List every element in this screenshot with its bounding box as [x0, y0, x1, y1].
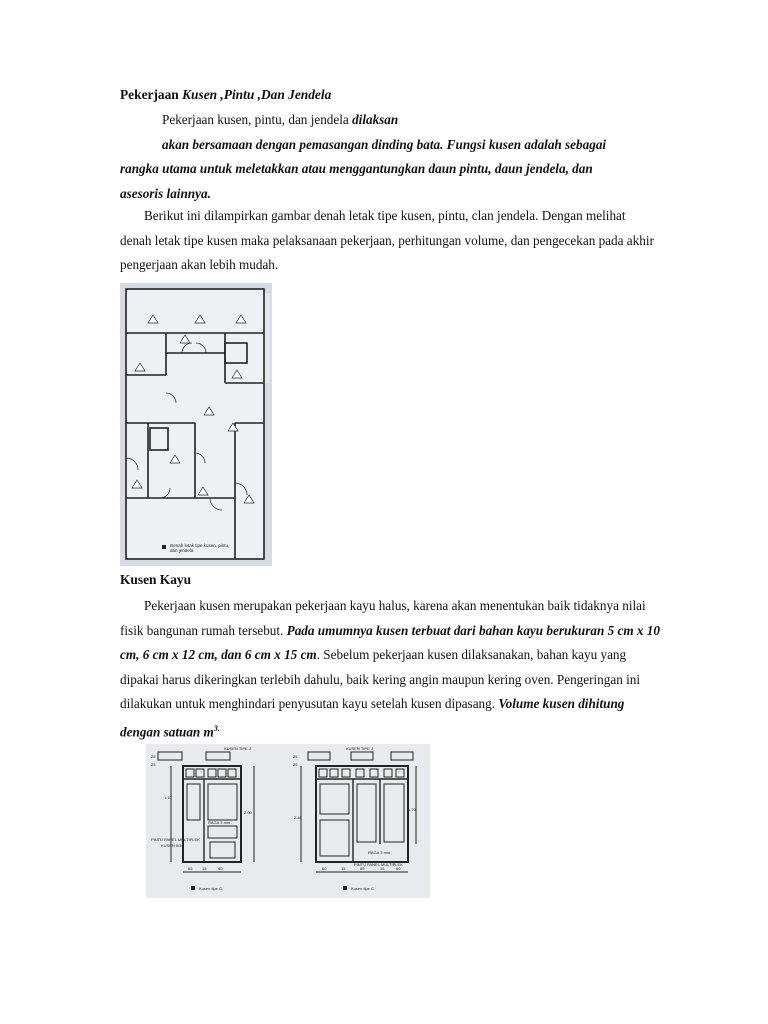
- floor-plan-description: Berikut ini dilampirkan gambar denah letak tipe kusen, pintu, clan jendela. Dengan melihat denah letak tipe kusen maka pelaksanaan pekerjaan, perhitungan volume, dan pengecekan pada akhir pengerjaan akan lebih mudah.: [120, 208, 654, 273]
- svg-text:60: 60: [322, 866, 327, 871]
- svg-text:RAGA 3 mm: RAGA 3 mm: [208, 820, 231, 825]
- svg-text:KUSEN 5/16: KUSEN 5/16: [161, 843, 184, 848]
- svg-text:25: 25: [151, 754, 156, 759]
- svg-text:KUSEN TIPE J: KUSEN TIPE J: [224, 746, 251, 751]
- svg-text:25: 25: [293, 754, 298, 759]
- kusen-elevation-drawing: [146, 744, 430, 898]
- floor-plan-figure: [120, 283, 272, 566]
- svg-text:15: 15: [341, 866, 346, 871]
- svg-text:65: 65: [188, 866, 193, 871]
- svg-text:KUSEN TIPE J: KUSEN TIPE J: [346, 746, 373, 751]
- svg-text:25: 25: [151, 762, 156, 767]
- section-heading-kusen-pintu-jendela: Pekerjaan Kusen ,Pintu ,Dan Jendela: [120, 87, 332, 102]
- floor-plan-legend: Denah letak tipe kusen, pintu, dan jendela: [170, 543, 230, 553]
- section-heading-kusen-kayu: Kusen Kayu: [120, 572, 192, 587]
- svg-text:65: 65: [360, 866, 365, 871]
- svg-text:PINTU PANEL MULTIPLEK: PINTU PANEL MULTIPLEK: [151, 837, 200, 842]
- svg-text:Kusen tipe G: Kusen tipe G: [199, 886, 223, 891]
- svg-text:15: 15: [202, 866, 207, 871]
- svg-text:2.45: 2.45: [294, 815, 302, 820]
- svg-text:PINTU PANEL MULTIPLEK: PINTU PANEL MULTIPLEK: [354, 862, 403, 867]
- svg-text:1.10: 1.10: [164, 795, 172, 800]
- svg-text:90: 90: [218, 866, 223, 871]
- svg-text:Kusen tipe C: Kusen tipe C: [351, 886, 374, 891]
- svg-text:2.00: 2.00: [244, 810, 252, 815]
- svg-text:1.70: 1.70: [408, 807, 416, 812]
- svg-text:25: 25: [293, 762, 298, 767]
- floor-plan-drawing: [120, 283, 272, 566]
- kusen-kayu-paragraph: Pekerjaan kusen merupakan pekerjaan kayu halus, karena akan menentukan baik tidaknya nilai fisik bangunan rumah tersebut. Pada umumnya kusen terbuat dari bahan kayu berukuran 5 cm x 10 cm, 6 cm x 12 cm, dan 6 cm x 15 cm. Sebelum pekerjaan kusen dilaksanakan, bahan kayu yang dipakai harus dikeringkan terlebih dahulu, baik kering angin maupun kering oven. Pengeringan ini dilakukan untuk menghindari penyusutan kayu setelah kusen dipasang. Volume kusen dihitung dengan satuan $m^{3.}$: [120, 598, 660, 740]
- kusen-elevation-figure: [146, 744, 430, 898]
- intro-paragraph: Pekerjaan kusen, pintu, dan jendela dilaksan akan bersamaan dengan pemasangan dinding bata. Fungsi kusen adalah sebagai rangka utama untuk meletakkan atau menggantungkan daun pintu, daun jendela, dan asesoris lainnya.: [120, 112, 607, 201]
- svg-text:15: 15: [380, 866, 385, 871]
- svg-text:RAGA 3 mm: RAGA 3 mm: [368, 850, 391, 855]
- svg-text:60: 60: [396, 866, 401, 871]
